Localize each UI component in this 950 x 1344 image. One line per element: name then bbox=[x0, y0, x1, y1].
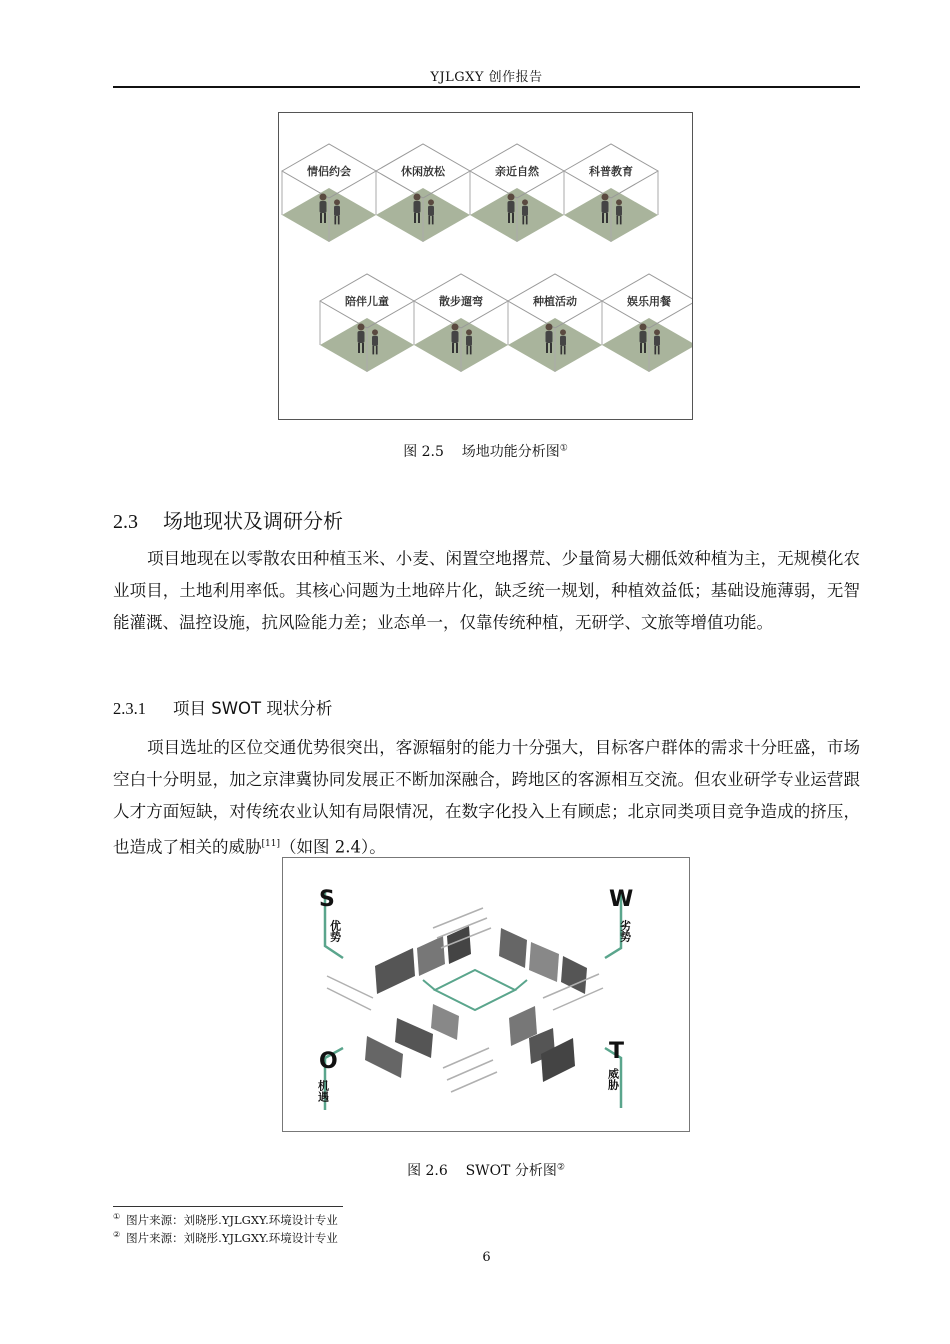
figure-swot bbox=[282, 857, 690, 1132]
paragraph-swot bbox=[113, 732, 860, 864]
section-title: 场地现状及调研分析 bbox=[163, 509, 343, 533]
swot-letter-o: O bbox=[319, 1049, 338, 1074]
figure1-caption-text: 场地功能分析图 bbox=[461, 444, 560, 460]
function-tile bbox=[602, 274, 692, 372]
swot-label-w: 劣势 bbox=[618, 920, 632, 942]
function-tile-label: 科普教育 bbox=[589, 165, 633, 178]
figure-site-function bbox=[278, 112, 693, 420]
page-header: YJLGXY 创作报告 bbox=[430, 70, 543, 85]
function-tile bbox=[320, 274, 414, 372]
subsection-heading bbox=[113, 695, 332, 719]
function-tile-label: 种植活动 bbox=[533, 295, 577, 308]
function-tile-label: 情侣约会 bbox=[307, 165, 351, 178]
swot-label-t: 威胁 bbox=[606, 1068, 620, 1090]
swot-letter-t: T bbox=[609, 1039, 625, 1064]
section-heading bbox=[113, 505, 343, 534]
paragraph-site-status bbox=[113, 543, 860, 639]
paragraph-swot-tail: （如图 2.4）。 bbox=[279, 837, 386, 857]
function-tile-label: 亲近自然 bbox=[495, 165, 539, 178]
footnote-2-mark: ② bbox=[113, 1230, 121, 1240]
photo-strip-t bbox=[509, 1006, 575, 1082]
function-tile-label: 陪伴儿童 bbox=[345, 295, 389, 308]
section-number: 2.3 bbox=[113, 511, 138, 533]
paragraph-swot-text: 项目选址的区位交通优势很突出，客源辐射的能力十分强大，目标客户群体的需求十分旺盛，市场空白十分明显，加之京津冀协同发展正不断加深融合，跨地区的客源相互交流。但农业研学专业运营跟人才方面短缺，对传统农业认知有局限情况，在数字化投入上有顾虑；北京同类项目竞争造成的挤压，也造成了相关的威胁 bbox=[113, 738, 860, 857]
footnote-1 bbox=[113, 1212, 338, 1228]
function-tile bbox=[508, 274, 602, 372]
figure2-caption-mark: ② bbox=[556, 1162, 565, 1173]
figure1-caption-num: 图 2.5 bbox=[403, 444, 444, 460]
function-tile bbox=[376, 144, 470, 242]
swot-center-diamond bbox=[435, 970, 515, 1010]
figure1-caption-mark: ① bbox=[559, 443, 568, 454]
function-tile-label: 休闲放松 bbox=[401, 165, 445, 178]
page-number: 6 bbox=[482, 1250, 491, 1265]
swot-letter-w: W bbox=[609, 887, 634, 912]
footnote-2-text: 图片来源：刘晓彤.YJLGXY.环境设计专业 bbox=[126, 1231, 338, 1245]
citation-ref: [11] bbox=[261, 839, 280, 849]
swot-label-s: 优势 bbox=[328, 920, 342, 942]
site-function-diagram bbox=[279, 113, 692, 419]
figure1-caption bbox=[278, 441, 693, 461]
footnote-2 bbox=[113, 1230, 338, 1246]
function-tile-label: 散步遛弯 bbox=[439, 295, 483, 308]
subsection-title: 项目 SWOT 现状分析 bbox=[173, 699, 333, 718]
function-tile bbox=[564, 144, 658, 242]
footnote-1-mark: ① bbox=[113, 1212, 121, 1222]
figure2-caption-text: SWOT 分析图 bbox=[465, 1163, 557, 1179]
footnote-rule bbox=[113, 1206, 343, 1207]
figure2-caption bbox=[282, 1160, 690, 1180]
subsection-number: 2.3.1 bbox=[113, 699, 146, 718]
footnote-1-text: 图片来源：刘晓彤.YJLGXY.环境设计专业 bbox=[126, 1213, 338, 1227]
header-rule bbox=[113, 86, 860, 88]
swot-label-o: 机遇 bbox=[316, 1080, 330, 1102]
swot-letter-s: S bbox=[319, 887, 335, 912]
function-tile bbox=[414, 274, 508, 372]
figure2-caption-num: 图 2.6 bbox=[407, 1163, 448, 1179]
function-tile-label: 娱乐用餐 bbox=[627, 295, 671, 308]
paragraph-site-status-text: 项目地现在以零散农田种植玉米、小麦、闲置空地撂荒、少量简易大棚低效种植为主，无规模化农业项目，土地利用率低。其核心问题为土地碎片化，缺乏统一规划，种植效益低；基础设施薄弱，无智能灌溉、温控设施，抗风险能力差；业态单一，仅靠传统种植，无研学、文旅等增值功能。 bbox=[113, 549, 860, 632]
function-tile bbox=[282, 144, 376, 242]
photo-strip-s bbox=[375, 926, 471, 994]
function-tile bbox=[470, 144, 564, 242]
swot-diagram bbox=[283, 858, 689, 1131]
